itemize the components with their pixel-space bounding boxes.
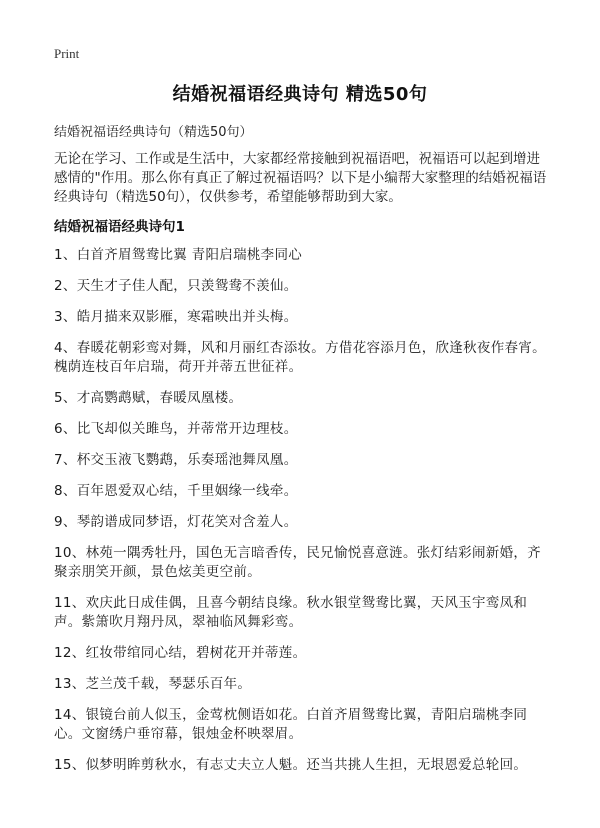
list-item: 13、芝兰茂千载，琴瑟乐百年。 — [54, 676, 252, 692]
page-subtitle: 结婚祝福语经典诗句（精选50句） — [54, 125, 253, 140]
list-item: 2、天生才子佳人配，只羡鸳鸯不羡仙。 — [54, 278, 298, 294]
list-item: 10、林苑一隅秀牡丹，国色无言暗香传，民兄愉悦喜意涟。张灯结彩闹新婚，齐聚亲朋笑开颜，景色炫美更空前。 — [54, 545, 541, 580]
list-item: 11、欢庆此日成佳偶，且喜今朝结良缘。秋水银堂鸳鸯比翼，天风玉宇鸾凤和声。紫箫吹月翔丹凤，翠袖临风舞彩鸾。 — [54, 595, 528, 630]
list-item: 1、白首齐眉鸳鸯比翼 青阳启瑞桃李同心 — [54, 247, 303, 263]
list-item: 4、春暖花朝彩鸾对舞，风和月丽红杏添妆。方借花容添月色，欣逢秋夜作春宵。槐荫连枝百年启瑞，荷开并蒂五世征祥。 — [54, 340, 546, 375]
list-item: 6、比飞却似关雎鸟，并蒂常开边理枝。 — [54, 421, 298, 437]
print-label: Print — [54, 46, 80, 61]
list-item: 14、银镜台前人似玉，金莺枕侧语如花。白首齐眉鸳鸯比翼，青阳启瑞桃李同心。文窗绣户垂帘幕，银烛金杯映翠眉。 — [54, 707, 528, 742]
list-item: 8、百年恩爱双心结，千里姻缘一线牵。 — [54, 483, 298, 499]
section-heading: 结婚祝福语经典诗句1 — [54, 219, 185, 235]
list-item: 3、皓月描来双影雁，寒霜映出并头梅。 — [54, 309, 298, 325]
list-item: 5、才高鹦鹉赋，春暖凤凰楼。 — [54, 390, 243, 406]
page-title: 结婚祝福语经典诗句 精选50句 — [172, 84, 428, 105]
list-item: 15、似梦明眸剪秋水，有志丈夫立人魁。还当共挑人生担，无垠恩爱总轮回。 — [54, 757, 528, 773]
poem-list — [54, 246, 550, 787]
list-item: 7、杯交玉液飞鹦鹉，乐奏瑶池舞凤凰。 — [54, 452, 298, 468]
intro-paragraph: 无论在学习、工作或是生活中，大家都经常接触到祝福语吧，祝福语可以起到增进感情的"作用。那么你有真正了解过祝福语吗？以下是小编帮大家整理的结婚祝福语经典诗句（精选50句），仅供参考，希望能够帮助到大家。 — [54, 151, 547, 205]
list-item: 12、红妆带绾同心结，碧树花开并蒂莲。 — [54, 645, 307, 661]
list-item: 9、琴韵谱成同梦语，灯花笑对含羞人。 — [54, 514, 298, 530]
